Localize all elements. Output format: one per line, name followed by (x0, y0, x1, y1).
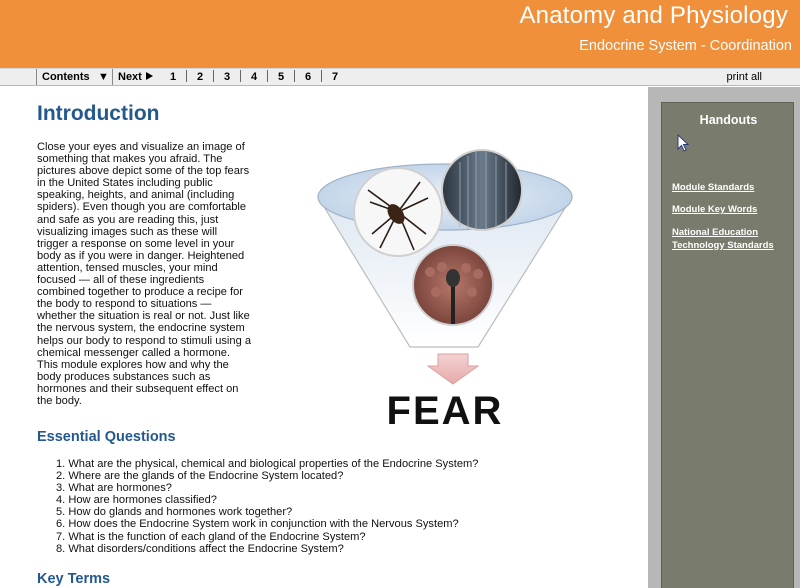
sidebar (648, 87, 800, 588)
handouts-panel (661, 102, 794, 588)
national-education-link[interactable]: National Education (672, 227, 759, 238)
fear-word: FEAR (386, 389, 504, 432)
chevron-down-icon: ▼ (98, 71, 109, 83)
list-item: 8. What disorders/conditions affect the Endocrine System? (56, 542, 344, 555)
key-terms-heading: Key Terms (37, 571, 111, 587)
essential-questions-heading: Essential Questions (37, 429, 176, 445)
page-link-2[interactable]: 2 (196, 71, 204, 83)
next-label: Next (118, 71, 142, 83)
next-button[interactable] (112, 69, 153, 85)
contents-label: Contents (42, 71, 90, 83)
handouts-heading: Handouts (699, 113, 758, 127)
print-all-link[interactable]: print all (726, 71, 762, 83)
list-item: 4. How are hormones classified? (56, 494, 217, 507)
list-item: 3. What are hormones? (56, 482, 172, 495)
list-item: 2. Where are the glands of the Endocrine System located? (56, 470, 344, 483)
contents-dropdown[interactable] (36, 69, 109, 85)
intro-paragraph: Close your eyes and visualize an image of something that makes you afraid. The pictures above depict some of the top fears in the United States including public speaking, heights, and animal (including spiders). Even though you are comfortable and safe as you are reading this, just visualizing images such as these will trigger a response on some level in your body as if you were in danger. Heightened attention, tensed muscles, your mind focused — all of these ingredients combined together to produce a recipe for the body to respond to situations — whether the situation is real or not. Just like the nervous system, the endocrine system helps our body to respond to stimuli using a chemical messenger called a hormone. This module explores how and why the body produces substances such as hormones and their subsequent effect on the body. (37, 141, 251, 407)
page-link-4[interactable]: 4 (250, 71, 258, 83)
page-header (0, 0, 800, 68)
page-link-7[interactable]: 7 (331, 71, 339, 83)
page-link-3[interactable]: 3 (223, 71, 231, 83)
fear-funnel-figure (310, 142, 580, 432)
page-links (160, 69, 348, 85)
app-title: Anatomy and Physiology (519, 2, 788, 29)
list-item: 5. How do glands and hormones work together? (56, 506, 293, 519)
nav-bar (0, 68, 800, 86)
play-arrow-icon (146, 72, 153, 80)
page-link-1[interactable]: 1 (169, 71, 177, 83)
module-key-words-link[interactable]: Module Key Words (672, 204, 758, 215)
fear-funnel-graphic (310, 142, 580, 432)
page-link-5[interactable]: 5 (277, 71, 285, 83)
list-item: 1. What are the physical, chemical and biological properties of the Endocrine System? (56, 458, 479, 470)
essential-questions-list (56, 458, 478, 555)
module-standards-link[interactable]: Module Standards (672, 182, 755, 193)
list-item: 7. What is the function of each gland of the Endocrine System? (56, 530, 366, 543)
cursor-icon (677, 134, 689, 152)
main-content (0, 87, 648, 588)
module-subtitle: Endocrine System - Coordination (579, 38, 792, 54)
technology-standards-link[interactable]: Technology Standards (672, 240, 774, 251)
page-link-6[interactable]: 6 (304, 71, 312, 83)
list-item: 6. How does the Endocrine System work in conjunction with the Nervous System? (56, 518, 459, 531)
page-title: Introduction (37, 102, 160, 125)
